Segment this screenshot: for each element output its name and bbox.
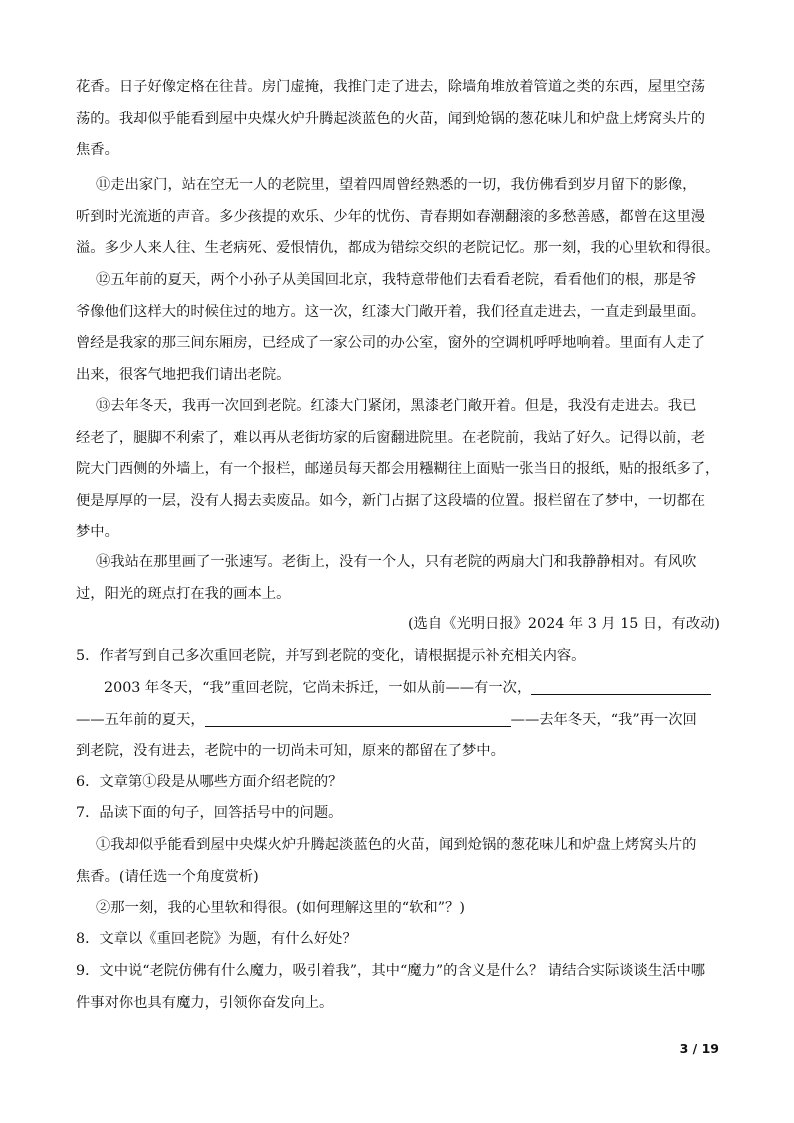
text-line: ②那一刻，我的心里软和得很。(如何理解这里的“软和”？) (96, 900, 465, 916)
text-line: 院大门西侧的外墙上，有一个报栏，邮递员每天都会用糨糊往上面贴一张当日的报纸，贴的报纸多了， (76, 461, 720, 477)
paragraph-14 (76, 547, 722, 610)
text-line: 经老了，腿脚不利索了，难以再从老街坊家的后窗翻进院里。在老院前，我站了好久。记得以前，老 (76, 429, 706, 446)
paragraph-continued (76, 72, 722, 167)
fill-line-3: 到老院，没有进去，老院中的一切尚未可知，原来的都留在了梦中。 (76, 743, 505, 759)
text-line: 梦中。 (76, 524, 119, 540)
fill-line-1 (76, 673, 722, 705)
fill-text: ——五年前的夏天， (76, 711, 205, 728)
text-line: 出来，很客气地把我们请出老院。 (76, 366, 291, 383)
answer-blank[interactable] (531, 678, 711, 695)
text-line: ⑪走出家门，站在空无一人的老院里，望着四周曾经熟悉的一切，我仿佛看到岁月留下的影像， (96, 177, 697, 193)
answer-blank[interactable] (205, 710, 511, 727)
question-text: 9．文中说“老院仿佛有什么魔力，吸引着我”，其中“魔力”的含义是什么？ 请结合实际谈谈生活中哪 (76, 963, 706, 979)
question-5-fill (76, 673, 722, 768)
question-text: 7．品读下面的句子，回答括号中的问题。 (76, 805, 343, 821)
text-line: 曾经是我家的那三间东厢房，已经成了一家公司的办公室，窗外的空调机呼呼地响着。里面有人走了 (76, 335, 706, 351)
source-citation: (选自《光明日报》2024 年 3 月 15 日，有改动) (407, 616, 720, 632)
text-line: 焦香。 (76, 142, 119, 158)
text-line: 溢。多少人来人往、生老病死、爱恨情仇，都成为错综交织的老院记忆。那一刻，我的心里软和得很。 (76, 240, 720, 256)
question-7 (76, 798, 722, 830)
text-line: ⑬去年冬天，我再一次回到老院。红漆大门紧闭，黑漆老门敞开着。但是，我没有走进去。我已 (96, 398, 697, 414)
question-7-item-1 (76, 830, 722, 893)
paragraph-11 (76, 170, 722, 265)
fill-text: 2003 年冬天，“我”重回老院，它尚未拆迁，一如从前——有一次， (104, 680, 532, 696)
question-9 (76, 956, 722, 1019)
text-line: 听到时光流逝的声音。多少孩提的欢乐、少年的忧伤、青春期如春潮翻滚的多愁善感，都曾在这里漫 (76, 208, 706, 225)
question-5 (76, 641, 722, 673)
text-line: ⑭我站在那里画了一张速写。老街上，没有一个人，只有老院的两扇大门和我静静相对。有风吹 (96, 554, 697, 570)
text-line: 荡的。我却似乎能看到屋中央煤火炉升腾起淡蓝色的火苗，闻到炝锅的葱花味儿和炉盘上烤窝头片的 (76, 110, 706, 127)
text-line: ①我却似乎能看到屋中央煤火炉升腾起淡蓝色的火苗，闻到炝锅的葱花味儿和炉盘上烤窝头片的 (96, 837, 697, 853)
question-6 (76, 767, 722, 799)
text-line: 爷像他们这样大的时候住过的地方。这一次，红漆大门敞开着，我们径直走进去，一直走到最里面。 (76, 303, 706, 320)
paragraph-13 (76, 391, 722, 549)
question-text: 6．文章第①段是从哪些方面介绍老院的？ (76, 774, 343, 790)
text-line: ⑫五年前的夏天，两个小孙子从美国回北京，我特意带他们去看看老院，看看他们的根，那是爷 (96, 272, 697, 288)
text-line: 便是厚厚的一层，没有人揭去卖废品。如今，新门占据了这段墙的位置。报栏留在了梦中，一切都在 (76, 492, 706, 509)
question-8 (76, 924, 722, 956)
question-text: 件事对你也具有魔力，引领你奋发向上。 (76, 994, 334, 1011)
question-7-item-2 (96, 893, 722, 925)
text-line: 花香。日子好像定格在往昔。房门虚掩，我推门走了进去，除墙角堆放着管道之类的东西，屋里空荡 (76, 79, 706, 95)
question-text: 8．文章以《重回老院》为题，有什么好处？ (76, 931, 357, 947)
text-line: 过，阳光的斑点打在我的画本上。 (76, 585, 291, 602)
page-number: 3 / 19 (679, 1041, 719, 1056)
fill-line-2 (76, 705, 722, 737)
paragraph-12 (76, 265, 722, 391)
text-line: 焦香。(请任选一个角度赏析) (76, 868, 259, 885)
question-text: 5．作者写到自己多次重回老院，并写到老院的变化，请根据提示补充相关内容。 (76, 648, 586, 664)
fill-text: ——去年冬天，“我”再一次回 (510, 711, 697, 728)
